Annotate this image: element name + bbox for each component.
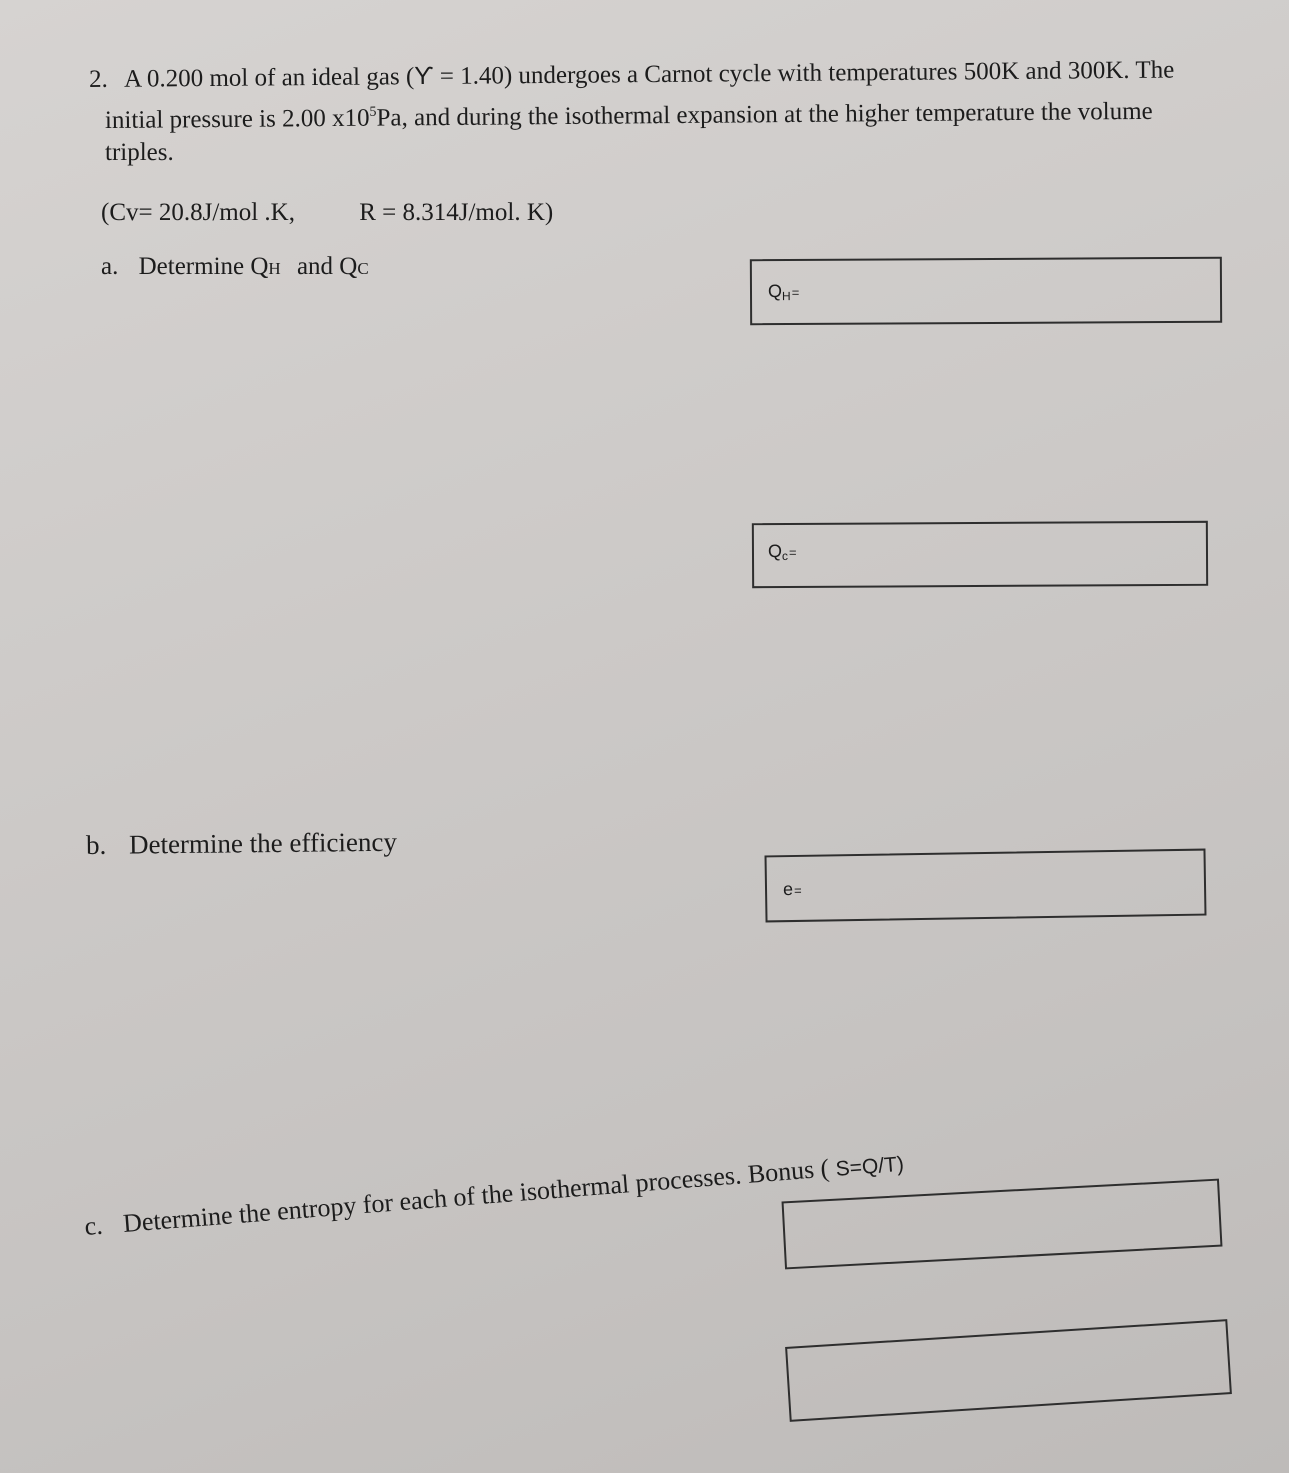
qc-label: Qc= xyxy=(767,541,797,564)
question-line-3: triples. xyxy=(105,139,174,166)
entropy-formula: S=Q/T) xyxy=(834,1152,905,1181)
entropy-hot-answer-box[interactable] xyxy=(782,1179,1223,1270)
part-b-letter: b. xyxy=(85,829,107,860)
question-number: 2. xyxy=(88,65,108,93)
part-a-prompt: a. Determine QH and QC xyxy=(101,253,369,280)
question-line-2: initial pressure is 2.00 $x10^5Pa$, and during the isothermal expansion at the higher temperature the volume xyxy=(104,97,1153,134)
gamma-symbol: ϒ xyxy=(414,61,434,91)
qc-answer-box[interactable] xyxy=(752,521,1208,588)
question-line-1: 2. A 0.200 mol of an ideal gas (ϒ = 1.40) undergoes a Carnot cycle with temperatures 500K and 300K. The xyxy=(88,56,1175,93)
r-constant: R = 8.314J/mol. K) xyxy=(359,199,554,226)
qh-label: QH= xyxy=(767,281,800,304)
entropy-cold-answer-box[interactable] xyxy=(785,1319,1232,1422)
efficiency-label: e= xyxy=(782,879,802,900)
efficiency-answer-box[interactable] xyxy=(765,849,1207,923)
cv-constant: (Cv= 20.8J/mol .K, xyxy=(101,199,295,226)
constants-line xyxy=(101,198,553,228)
part-c-prompt: c. Determine the entropy for each of the isothermal processes. Bonus ( S=Q/T) xyxy=(83,1152,905,1242)
part-b-prompt: b. Determine the efficiency xyxy=(85,826,398,860)
pressure-value: 2.00 $x10^5Pa$ xyxy=(281,104,402,133)
part-c-letter: c. xyxy=(83,1210,104,1242)
qh-answer-box[interactable] xyxy=(750,257,1222,325)
part-a-letter: a. xyxy=(101,253,119,280)
